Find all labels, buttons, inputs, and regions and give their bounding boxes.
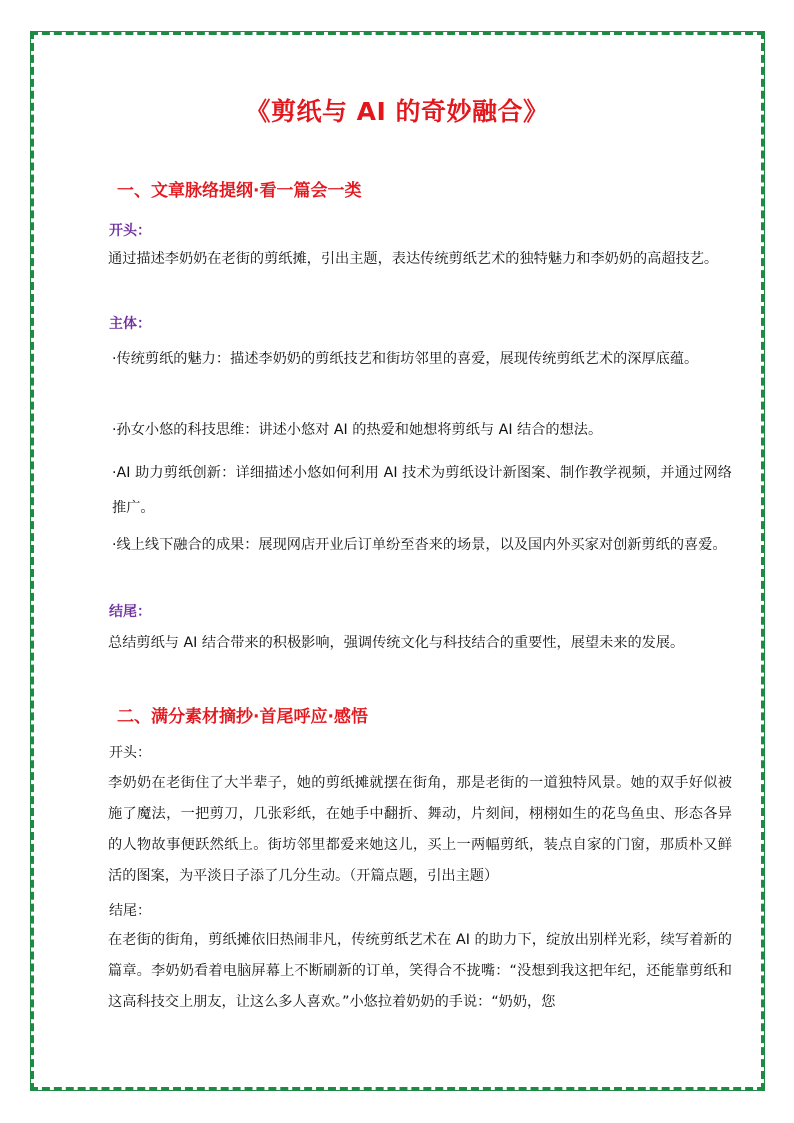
ending-text: 总结剪纸与 AI 结合带来的积极影响，强调传统文化与科技结合的重要性，展望未来的发展。 — [108, 635, 685, 651]
body-point: ·AI 助力剪纸创新：详细描述小悠如何利用 AI 技术为剪纸设计新图案、制作教学视频，并通过网络推广。 — [112, 465, 732, 516]
opening-label: 开头： — [109, 223, 151, 239]
body-point: ·传统剪纸的魅力：描述李奶奶的剪纸技艺和街坊邻里的喜爱，展现传统剪纸艺术的深厚底蕴。 — [112, 351, 699, 367]
ending-label: 结尾： — [109, 604, 151, 620]
section-heading-excerpts: 二、满分素材摘抄·首尾呼应·感悟 — [117, 707, 368, 727]
page-title: 《剪纸与 AI 的奇妙融合》 — [245, 97, 549, 126]
body-point: ·孙女小悠的科技思维：讲述小悠对 AI 的热爱和她想将剪纸与 AI 结合的想法。 — [112, 422, 603, 438]
body-point: ·线上线下融合的成果：展现网店开业后订单纷至沓来的场景，以及国内外买家对创新剪纸的喜爱。 — [112, 537, 727, 553]
excerpt-opening-label: 开头： — [109, 745, 151, 761]
body-label: 主体： — [109, 316, 151, 332]
excerpt-opening-text: 李奶奶在老街住了大半辈子，她的剪纸摊就摆在街角，那是老街的一道独特风景。她的双手好似被施了魔法，一把剪刀，几张彩纸，在她手中翻折、舞动，片刻间，栩栩如生的花鸟鱼虫、形态各异的人物故事便跃然纸上。街坊邻里都爱来她这儿，买上一两幅剪纸，装点自家的门窗，那质朴又鲜活的图案，为平淡日子添了几分生动。（开篇点题，引出主题） — [108, 775, 732, 884]
excerpt-ending-text: 在老街的街角，剪纸摊依旧热闹非凡，传统剪纸艺术在 AI 的助力下，绽放出别样光彩，续写着新的篇章。李奶奶看着电脑屏幕上不断刷新的订单，笑得合不拢嘴：“没想到我这把年纪，还能靠剪纸和这高科技交上朋友，让这么多人喜欢。”小悠拉着奶奶的手说：“奶奶，您 — [108, 932, 732, 1010]
excerpt-ending-label: 结尾： — [109, 903, 151, 919]
opening-text: 通过描述李奶奶在老街的剪纸摊，引出主题，表达传统剪纸艺术的独特魅力和李奶奶的高超技艺。 — [108, 251, 719, 267]
section-heading-outline: 一、文章脉络提纲·看一篇会一类 — [117, 181, 362, 201]
